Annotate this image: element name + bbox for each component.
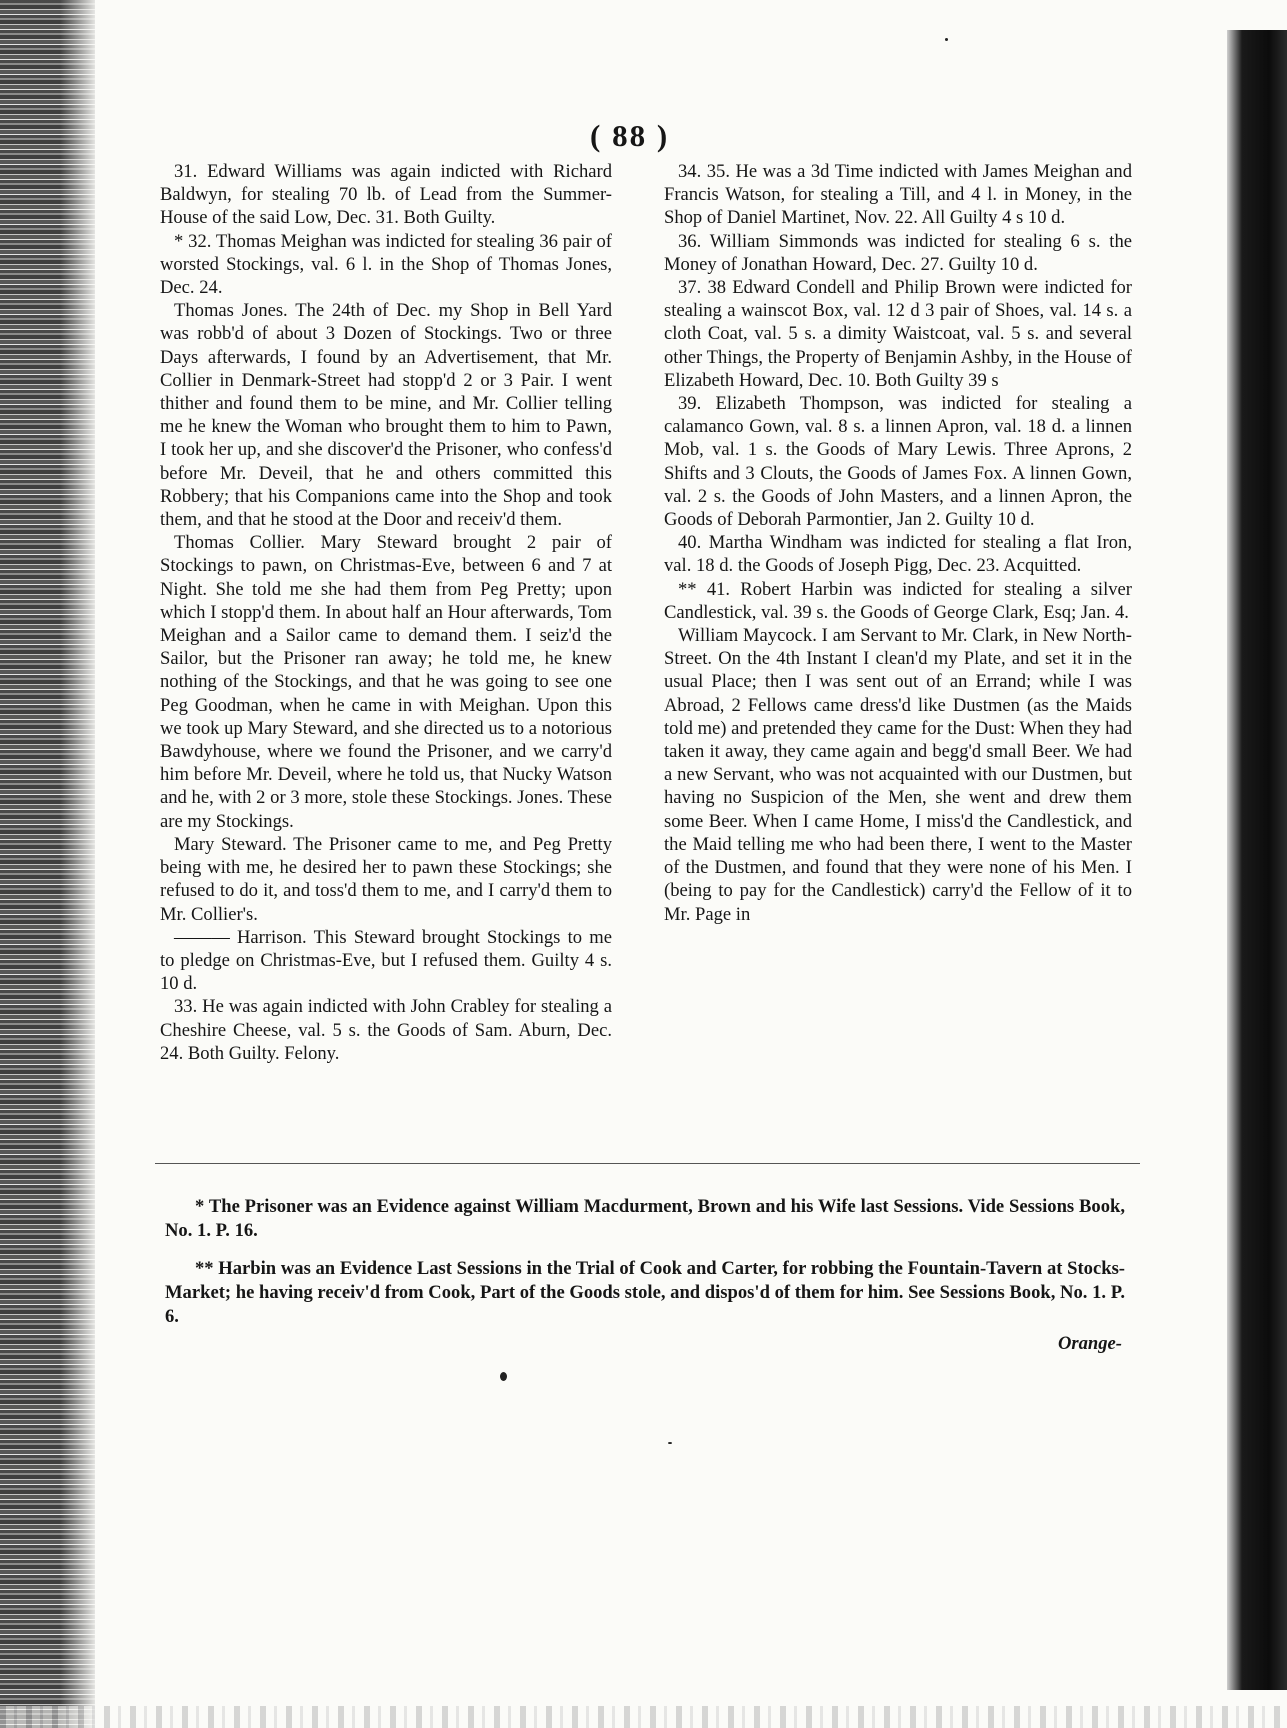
entry-34-35: 34. 35. He was a 3d Time indicted with James Meighan and Francis Watson, for stealing a Till, and 4 l. in Money, in the Shop of Daniel Martinet, Nov. 22. All Guilty 4 s 10 d. [664,161,1132,229]
entry-39: 39. Elizabeth Thompson, was indicted for stealing a calamanco Gown, val. 8 s. a linnen Apron, val. 18 d. a linnen Mob, val. 1 s. the Goods of Mary Lewis. Three Aprons, 2 Shifts and 3 Clouts, the Goods of James Fox. A linnen Gown, val. 2 s. the Goods of John Masters, and a linnen Apron, the Goods of Deborah Parmontier, Jan 2. Guilty 10 d. [664,393,1132,531]
page-number: ( 88 ) [590,118,670,153]
footnote-1: * The Prisoner was an Evidence against William Macdurment, Brown and his Wife last Sessions. Vide Sessions Book, No. 1. P. 16. [165,1196,1125,1241]
entry-32: * 32. Thomas Meighan was indicted for stealing 36 pair of worsted Stockings, val. 6 l. in the Shop of Thomas Jones, Dec. 24. [160,230,612,299]
footnote-2: ** Harbin was an Evidence Last Sessions in the Trial of Cook and Carter, for robbing the Fountain-Tavern at Stocks-Market; he having receiv'd from Cook, Part of the Goods stole, and dispos'd of them for him. See Sessions Book, No. 1. P. 6. [165,1258,1125,1327]
ink-speck [500,1372,507,1381]
entry-40: 40. Martha Windham was indicted for stealing a flat Iron, val. 18 d. the Goods of Joseph Pigg, Dec. 23. Acquitted. [664,532,1132,577]
testimony-thomas-jones: Thomas Jones. The 24th of Dec. my Shop in Bell Yard was robb'd of about 3 Dozen of Stockings. Two or three Days afterwards, I found by an Advertisement, that Mr. Collier in Denmark-Street had stopp'd 2 or 3 Pair. I went thither and found them to be mine, and Mr. Collier telling me he knew the Woman who brought them to him to Pawn, I took her up, and she discover'd the Prisoner, who confess'd before Mr. Deveil, that he and others committed this Robbery; that his Companions came into the Shop and took them, and that he stood at the Door and receiv'd them. [160,300,612,531]
catchword: Orange- [1057,1333,1122,1354]
scan-edge-bottom [0,1706,1287,1728]
ink-speck [945,38,948,41]
ink-speck [668,1442,672,1444]
scan-edge-right [1227,30,1287,1690]
entry-41: ** 41. Robert Harbin was indicted for stealing a silver Candlestick, val. 39 s. the Goods of George Clark, Esq; Jan. 4. [664,578,1132,623]
left-column [160,160,612,1065]
entry-31: 31. Edward Williams was again indicted with Richard Baldwyn, for stealing 70 lb. of Lead from the Summer-House of the said Low, Dec. 31. Both Guilty. [160,161,612,229]
testimony-william-maycock: William Maycock. I am Servant to Mr. Clark, in New North-Street. On the 4th Instant I clean'd my Plate, and set it in the usual Place; then I was sent out of an Errand; while I was Abroad, 2 Fellows came dress'd like Dustmen (as the Maids told me) and pretended they came for the Dust: When they had taken it away, they came again and begg'd small Beer. We had a new Servant, who was not acquainted with our Dustmen, but having no Suspicion of the Men, she went and drew them some Beer. When I came Home, I miss'd the Candlestick, and the Maid telling me who had been there, I went to the Master of the Dustmen, and found that they were none of his Men. I (being to pay for the Candlestick) carry'd the Fellow of it to Mr. Page in [664,625,1132,925]
testimony-harrison: ——— Harrison. This Steward brought Stockings to me to pledge on Christmas-Eve, but I refused them. Guilty 4 s. 10 d. [160,926,612,995]
footnotes [165,1195,1125,1343]
entry-33: 33. He was again indicted with John Crabley for stealing a Cheshire Cheese, val. 5 s. the Goods of Sam. Aburn, Dec. 24. Both Guilty. Felony. [160,996,612,1064]
testimony-thomas-collier: Thomas Collier. Mary Steward brought 2 pair of Stockings to pawn, on Christmas-Eve, between 6 and 7 at Night. She told me she had them from Peg Pretty; upon which I stopp'd them. In about half an Hour afterwards, Tom Meighan and a Sailor came to demand them. I seiz'd the Sailor, but the Prisoner ran away; he told me, he knew nothing of the Stockings, and that he was going to see one Peg Goodman, when he came in with Meighan. Upon this we took up Mary Steward, and she directed us to a notorious Bawdyhouse, where we found the Prisoner, and we carry'd him before Mr. Deveil, where he told us, that Nucky Watson and he, with 2 or 3 more, stole these Stockings. Jones. These are my Stockings. [160,532,612,832]
entry-37-38: 37. 38 Edward Condell and Philip Brown were indicted for stealing a wainscot Box, val. 12 d 3 pair of Shoes, val. 14 s. a cloth Coat, val. 5 s. a dimity Waistcoat, val. 5 s. and several other Things, the Property of Benjamin Ashby, in the House of Elizabeth Howard, Dec. 10. Both Guilty 39 s [664,277,1132,391]
footnote-rule [155,1163,1140,1164]
right-column [664,160,1132,926]
testimony-mary-steward: Mary Steward. The Prisoner came to me, and Peg Pretty being with me, he desired her to pawn these Stockings; she refused to do it, and toss'd them to me, and I carry'd them to Mr. Collier's. [160,833,612,925]
scan-edge-left-fade [60,0,100,1728]
entry-36: 36. William Simmonds was indicted for stealing 6 s. the Money of Jonathan Howard, Dec. 27. Guilty 10 d. [664,230,1132,275]
